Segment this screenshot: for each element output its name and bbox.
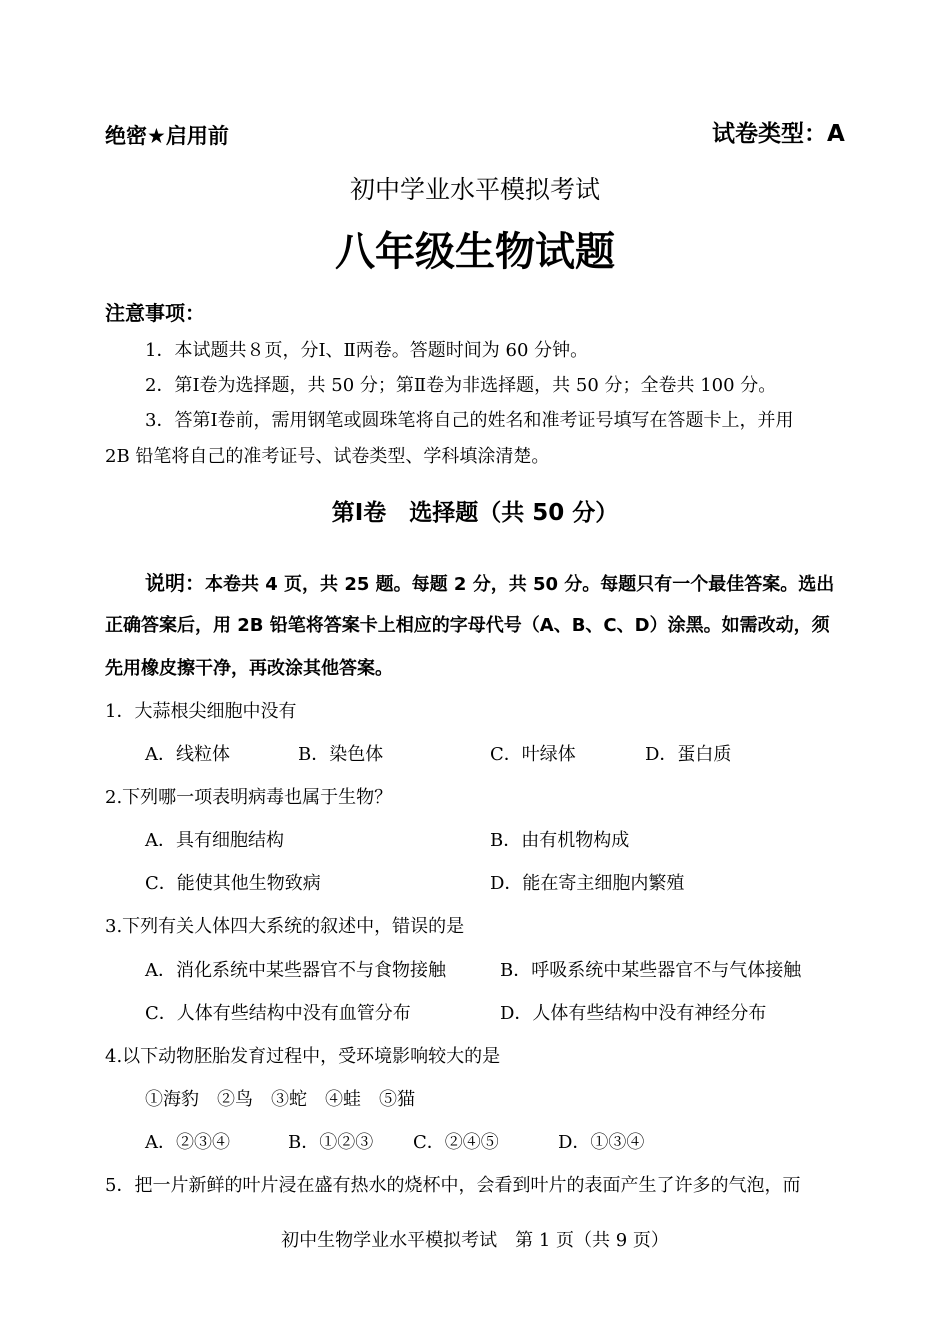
- section-heading: 第Ⅰ卷 选择题（共 50 分）: [331, 500, 619, 526]
- note-item: 1．本试题共８页，分Ⅰ、Ⅱ两卷。答题时间为 60 分钟。: [145, 340, 589, 361]
- page-footer: 初中生物学业水平模拟考试 第 1 页（共 9 页）: [281, 1230, 669, 1251]
- option: A．线粒体: [145, 744, 230, 765]
- question-stem: 1．大蒜根尖细胞中没有: [105, 701, 297, 722]
- instructions-line-3: 先用橡皮擦干净，再改涂其他答案。: [105, 658, 393, 679]
- notes-heading: 注意事项：: [105, 301, 205, 325]
- instructions-line-2: 正确答案后，用 2B 铅笔将答案卡上相应的字母代号（A、B、C、D）涂黑。如需改动，须: [105, 615, 830, 636]
- question-stem: 4.以下动物胚胎发育过程中，受环境影响较大的是: [105, 1046, 501, 1067]
- option: D．①③④: [558, 1132, 645, 1153]
- option: B．①②③: [288, 1132, 374, 1153]
- instructions-line-1: [145, 567, 834, 596]
- option: A．②③④: [145, 1132, 230, 1153]
- question-stem: 5．把一片新鲜的叶片浸在盛有热水的烧杯中，会看到叶片的表面产生了许多的气泡，而: [105, 1175, 801, 1196]
- option: A．消化系统中某些器官不与食物接触: [145, 960, 446, 981]
- question-items: ①海豹 ②鸟 ③蛇 ④蛙 ⑤猫: [145, 1089, 415, 1110]
- instructions-text: 本卷共 4 页，共 25 题。每题 2 分，共 50 分。每题只有一个最佳答案。选出: [205, 574, 835, 595]
- option: D．能在寄主细胞内繁殖: [490, 873, 685, 894]
- option: C．叶绿体: [490, 744, 576, 765]
- option: B．染色体: [298, 744, 384, 765]
- option: B．呼吸系统中某些器官不与气体接触: [500, 960, 802, 981]
- option: B．由有机物构成: [490, 830, 630, 851]
- instructions-label: 说明：: [145, 571, 205, 595]
- option: A．具有细胞结构: [145, 830, 284, 851]
- exam-subtitle: 初中学业水平模拟考试: [349, 175, 600, 204]
- option: D．蛋白质: [645, 744, 732, 765]
- option: C．能使其他生物致病: [145, 873, 321, 894]
- exam-title: 八年级生物试题: [335, 229, 615, 275]
- note-item: 2．第Ⅰ卷为选择题，共 50 分；第Ⅱ卷为非选择题，共 50 分；全卷共 100 分。: [145, 375, 777, 396]
- option: C．②④⑤: [413, 1132, 499, 1153]
- paper-type-label: 试卷类型：A: [712, 121, 845, 147]
- confidential-mark: 绝密★启用前: [105, 124, 229, 148]
- note-item: 3．答第Ⅰ卷前，需用钢笔或圆珠笔将自己的姓名和准考证号填写在答题卡上，并用: [145, 410, 794, 431]
- note-item: 2B 铅笔将自己的准考证号、试卷类型、学科填涂清楚。: [105, 446, 550, 467]
- question-stem: 3.下列有关人体四大系统的叙述中，错误的是: [105, 916, 465, 937]
- question-stem: 2.下列哪一项表明病毒也属于生物？: [105, 787, 393, 808]
- option: C．人体有些结构中没有血管分布: [145, 1003, 411, 1024]
- option: D．人体有些结构中没有神经分布: [500, 1003, 767, 1024]
